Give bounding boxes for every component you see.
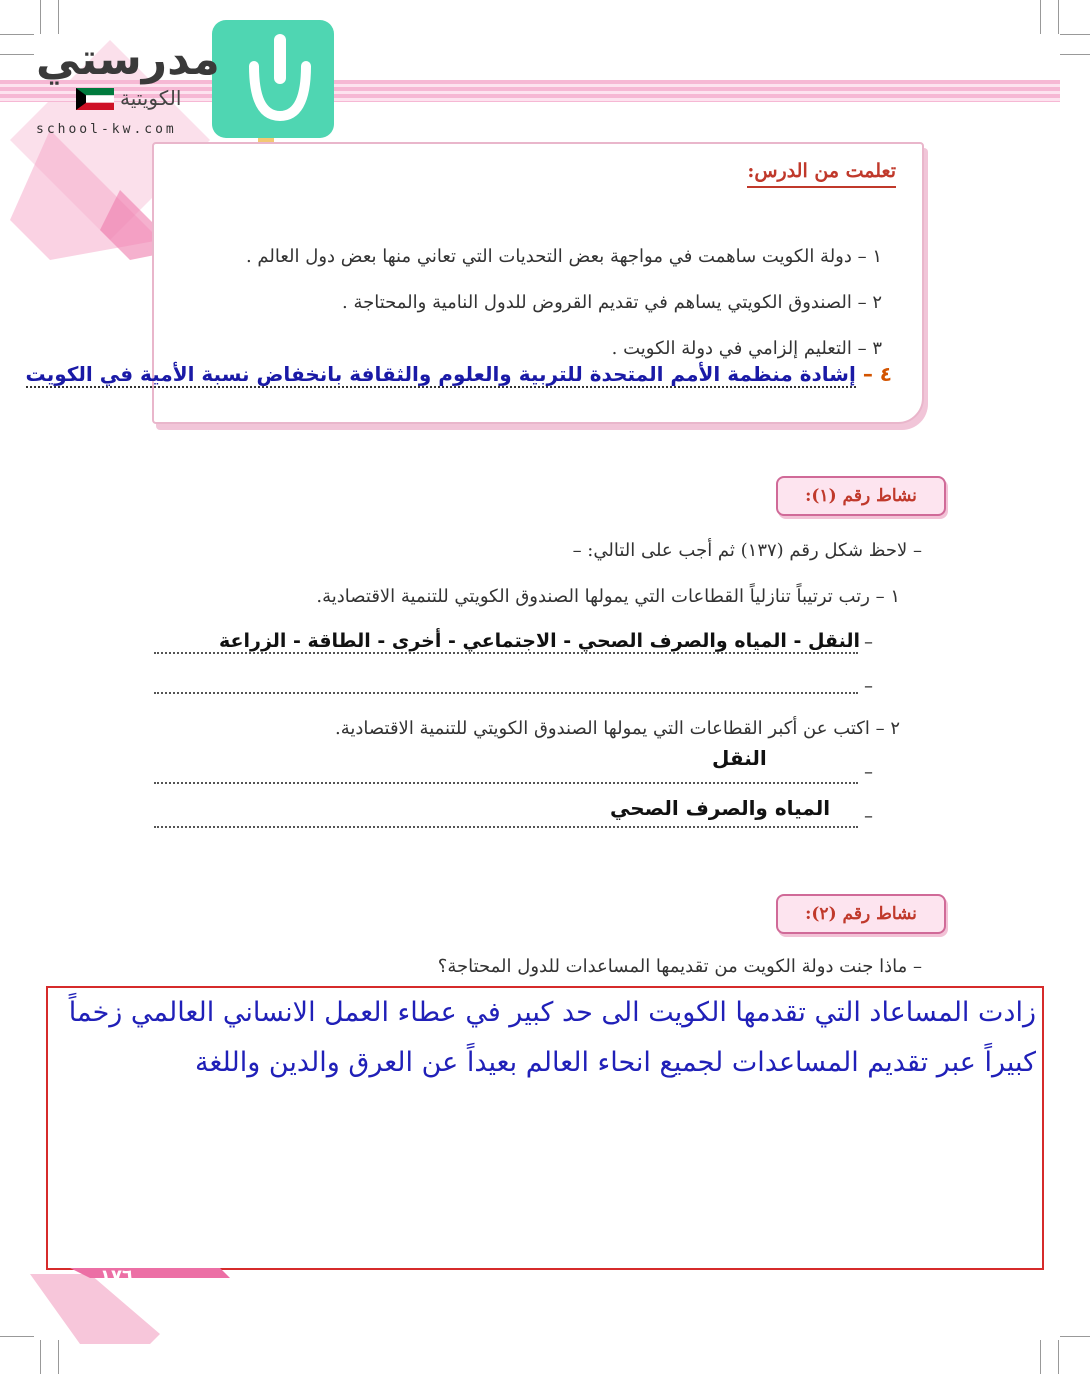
- crop-mark: [0, 1336, 34, 1337]
- crop-mark: [1040, 1340, 1041, 1374]
- activity-1-instruction: – لاحظ شكل رقم (١٣٧) ثم أجب على التالي: –: [572, 540, 922, 561]
- activity-1-question-2: ٢ – اكتب عن أكبر القطاعات التي يمولها الصندوق الكويتي للتنمية الاقتصادية.: [335, 718, 900, 739]
- crop-mark: [40, 1340, 41, 1374]
- activity-1-label: نشاط رقم (١):: [776, 476, 946, 516]
- logo-letter-icon: [248, 26, 312, 126]
- logo-url: school-kw.com: [36, 122, 177, 137]
- learned-item: ٣ – التعليم إلزامي في دولة الكويت .: [611, 338, 882, 359]
- answer-dash: –: [864, 676, 873, 697]
- activity-2-answer-box: [46, 986, 1044, 1270]
- activity-1-question-1: ١ – رتب ترتيباً تنازلياً القطاعات التي يمولها الصندوق الكويتي للتنمية الاقتصادية.: [316, 586, 900, 607]
- answer-line: [154, 782, 858, 784]
- crop-mark: [1060, 1336, 1090, 1337]
- learned-item: ٢ – الصندوق الكويتي يساهم في تقديم القروض للدول النامية والمحتاجة .: [342, 292, 882, 313]
- answer-line: [154, 652, 858, 654]
- crop-mark: [0, 34, 34, 35]
- crop-mark: [58, 1340, 59, 1374]
- learned-item-4-number: ٤ –: [862, 362, 892, 386]
- activity-2-question: – ماذا جنت دولة الكويت من تقديمها المساعدات للدول المحتاجة؟: [437, 956, 922, 977]
- answer-dash: –: [864, 632, 873, 653]
- crop-mark: [1060, 34, 1090, 35]
- learned-item-4-answer: إشادة منظمة الأمم المتحدة للتربية والعلوم والثقافة بانخفاض نسبة الأمية في الكويت: [25, 362, 856, 386]
- answer-dash: –: [864, 762, 873, 783]
- activity-1-answer-1: النقل - المياه والصرف الصحي - الاجتماعي - أخرى - الطاقة - الزراعة: [219, 630, 860, 652]
- crop-mark: [1058, 0, 1059, 34]
- crop-mark: [1040, 0, 1041, 34]
- activity-1-answer-2b: المياه والصرف الصحي: [610, 796, 831, 820]
- learned-item: ١ – دولة الكويت ساهمت في مواجهة بعض التحديات التي تعاني منها بعض دول العالم .: [245, 246, 882, 267]
- page-number: ١٧٦: [100, 1266, 133, 1287]
- learned-item-4: [25, 362, 892, 386]
- learned-list: [162, 234, 882, 372]
- kuwait-flag-icon: [76, 88, 114, 110]
- logo-title: مدرستي: [36, 34, 220, 85]
- activity-2-label: نشاط رقم (٢):: [776, 894, 946, 934]
- answer-line: [154, 826, 858, 828]
- answer-dash: –: [864, 806, 873, 827]
- answer-line: [154, 692, 858, 694]
- crop-mark: [1060, 54, 1090, 55]
- learned-title: تعلمت من الدرس:: [747, 160, 896, 188]
- crop-mark: [1058, 1340, 1059, 1374]
- activity-2-answer: زادت المساعاد التي تقدمها الكويت الى حد كبير في عطاء العمل الانساني العالمي زخماً كبيراً عبر تقديم المساعدات لجميع انحاء العالم بعيداً عن العرق والدين واللغة: [68, 997, 1036, 1078]
- logo-subtitle: الكويتية: [120, 86, 182, 110]
- activity-1-answer-2a: النقل: [712, 746, 767, 770]
- header-stripe: [330, 80, 1060, 102]
